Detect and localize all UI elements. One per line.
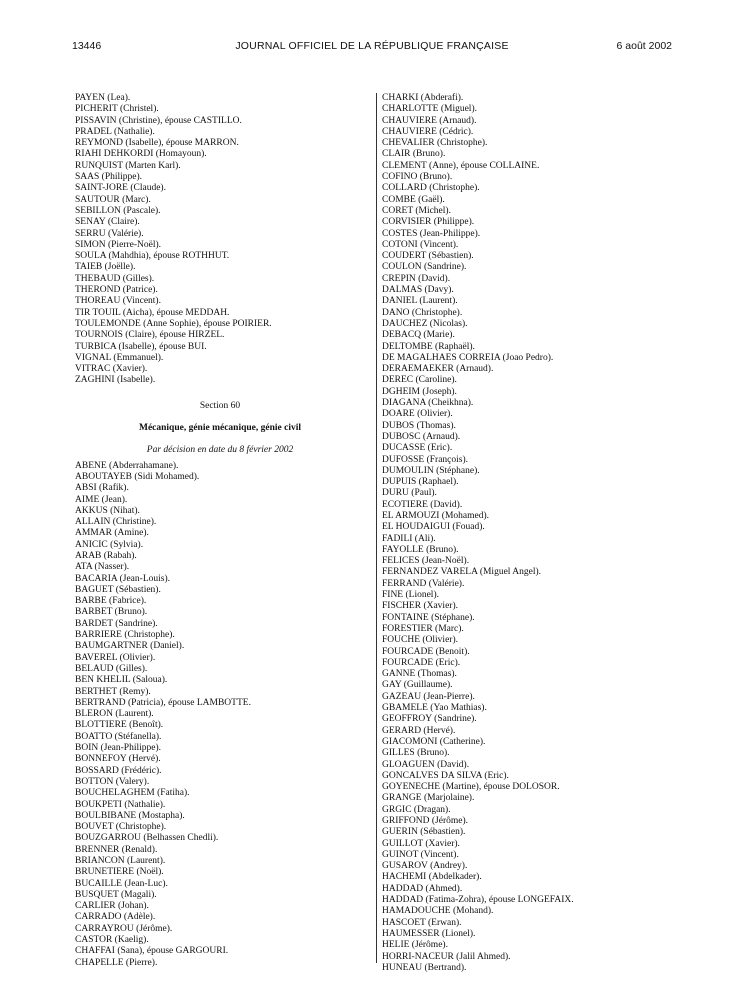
name-entry: THOREAU (Vincent). (75, 296, 161, 307)
name-entry: EL HOUDAIGUI (Fouad). (382, 522, 485, 533)
name-entry: SENAY (Claire). (75, 217, 140, 228)
name-entry: BOUVET (Christophe). (75, 822, 167, 833)
column-divider (376, 93, 377, 963)
name-entry: ARAB (Rabah). (75, 550, 137, 561)
name-entry: THEBAUD (Gilles). (75, 273, 155, 284)
name-entry: CHEVALIER (Christophe). (382, 138, 488, 149)
name-entry: BAVEREL (Olivier). (75, 652, 156, 663)
name-entry: BOIN (Jean-Philippe). (75, 743, 162, 754)
name-entry: HUNEAU (Bertrand). (382, 962, 467, 973)
name-entry: ATA (Nasser). (75, 562, 130, 573)
name-entry: GOYENECHE (Martine), épouse DOLOSOR. (382, 782, 560, 793)
name-entry: HAMADOUCHE (Mohand). (382, 906, 494, 917)
name-entry: DANIEL (Laurent). (382, 296, 458, 307)
name-entry: FERNANDEZ VARELA (Miguel Angel). (382, 567, 542, 578)
name-entry: GIACOMONI (Catherine). (382, 736, 486, 747)
name-entry: SAAS (Philippe). (75, 172, 143, 183)
name-entry: GANNE (Thomas). (382, 669, 457, 680)
name-entry: ANICIC (Sylvia). (75, 539, 144, 550)
name-entry: SERRU (Valérie). (75, 228, 144, 239)
name-entry: ZAGHINI (Isabelle). (75, 375, 156, 386)
name-entry: AKKUS (Nihat). (75, 505, 140, 516)
name-entry: BERTRAND (Patricia), épouse LAMBOTTE. (75, 697, 251, 708)
name-entry: DGHEIM (Joseph). (382, 386, 457, 397)
name-entry: GLOAGUEN (David). (382, 759, 470, 770)
name-entry: TIR TOUIL (Aicha), épouse MEDDAH. (75, 307, 230, 318)
name-entry: CLEMENT (Anne), épouse COLLAINE. (382, 160, 540, 171)
name-entry: BAGUET (Sébastien). (75, 584, 161, 595)
name-entry: TOURNOIS (Claire), épouse HIRZEL. (75, 330, 225, 341)
name-entry: FORESTIER (Marc). (382, 623, 464, 634)
name-entry: AMMAR (Amine). (75, 528, 149, 539)
name-entry: SIMON (Pierre-Noël). (75, 239, 162, 250)
name-entry: RUNQUIST (Marten Karl). (75, 160, 181, 171)
name-entry: SEBILLON (Pascale). (75, 205, 161, 216)
name-entry: GONCALVES DA SILVA (Eric). (382, 770, 509, 781)
section-name-list (75, 461, 365, 969)
name-entry: ECOTIERE (David). (382, 499, 463, 510)
name-entry: DUBOS (Thomas). (382, 420, 456, 431)
name-entry: FONTAINE (Stéphane). (382, 612, 475, 623)
name-entry: CHAUVIERE (Arnaud). (382, 115, 477, 126)
name-entry: FOURCADE (Benoit). (382, 646, 470, 657)
name-entry: TAIEB (Joëlle). (75, 262, 136, 273)
name-entry: HADDAD (Ahmed). (382, 883, 463, 894)
name-entry: DELTOMBE (Raphaël). (382, 341, 475, 352)
name-entry: TOULEMONDE (Anne Sophie), épouse POIRIER. (75, 318, 272, 329)
name-entry: CHAFFAI (Sana), épouse GARGOURI. (75, 946, 229, 957)
name-entry: GUERIN (Sébastien). (382, 827, 466, 838)
name-entry: BRENNER (Renald). (75, 844, 158, 855)
name-entry: DERAEMAEKER (Arnaud). (382, 364, 494, 375)
name-entry: CARRAYROU (Jérôme). (75, 923, 173, 934)
name-entry: COLLARD (Christophe). (382, 183, 480, 194)
name-entry: ALLAIN (Christine). (75, 517, 157, 528)
publication-date: 6 août 2002 (616, 40, 672, 52)
name-entry: BLOTTIERE (Benoît). (75, 720, 164, 731)
name-entry: DUPUIS (Raphael). (382, 477, 459, 488)
name-entry: FERRAND (Valérie). (382, 578, 465, 589)
name-entry: FELICES (Jean-Noël). (382, 556, 470, 567)
name-entry: CHARLOTTE (Miguel). (382, 104, 477, 115)
name-entry: TURBICA (Isabelle), épouse BUI. (75, 341, 207, 352)
name-entry: BUSQUET (Magali). (75, 889, 157, 900)
name-entry: DAUCHEZ (Nicolas). (382, 318, 468, 329)
name-entry: BOTTON (Valery). (75, 776, 150, 787)
name-entry: CARRADO (Adèle). (75, 912, 156, 923)
name-entry: HORRI-NACEUR (Jalil Ahmed). (382, 951, 511, 962)
name-entry: HASCOET (Erwan). (382, 917, 462, 928)
name-entry: BOUCHELAGHEM (Fatiha). (75, 788, 190, 799)
name-entry: HELIE (Jérôme). (382, 940, 448, 951)
name-entry: CORET (Michel). (382, 205, 451, 216)
name-entry: BAUMGARTNER (Daniel). (75, 641, 185, 652)
name-entry: PAYEN (Lea). (75, 93, 131, 103)
journal-title: JOURNAL OFFICIEL DE LA RÉPUBLIQUE FRANÇAISE (235, 40, 509, 52)
name-entry: DUCASSE (Eric). (382, 443, 453, 454)
name-entry: GILLES (Bruno). (382, 748, 450, 759)
page-number: 13446 (72, 40, 102, 52)
page-header (72, 40, 672, 56)
section-title: Section 60 (199, 400, 241, 411)
name-entry: BOUKPETI (Nathalie). (75, 799, 166, 810)
name-entry: SAINT-JORE (Claude). (75, 183, 166, 194)
name-entry: ABSI (Rafik). (75, 483, 129, 494)
name-entry: CHAPELLE (Pierre). (75, 957, 158, 968)
name-entry: BOATTO (Stéfanella). (75, 731, 162, 742)
name-entry: FOUCHE (Olivier). (382, 635, 458, 646)
name-entry: GUILLOT (Xavier). (382, 838, 460, 849)
name-entry: CASTOR (Kaelig). (75, 935, 149, 946)
name-entry: GERARD (Hervé). (382, 725, 456, 736)
right-column (382, 93, 682, 974)
name-entry: BOSSARD (Frédéric). (75, 765, 162, 776)
name-entry: BOULBIBANE (Mostapha). (75, 810, 185, 821)
name-entry: GAZEAU (Jean-Pierre). (382, 691, 475, 702)
name-entry: CHARKI (Abderafi). (382, 93, 464, 103)
name-entry: GRANGE (Marjolaine). (382, 793, 475, 804)
name-entry: BONNEFOY (Hervé). (75, 754, 161, 765)
name-entry: VITRAC (Xavier). (75, 364, 148, 375)
name-entry: BLERON (Laurent). (75, 709, 154, 720)
name-entry: PISSAVIN (Christine), épouse CASTILLO. (75, 115, 242, 126)
name-entry: BRIANCON (Laurent). (75, 856, 166, 866)
name-entry: BERTHET (Remy). (75, 686, 151, 697)
name-entry: BOUZGARROU (Belhassen Chedli). (75, 833, 219, 844)
name-entry: FINE (Lionel). (382, 590, 439, 601)
name-entry: COMBE (Gaël). (382, 194, 445, 205)
name-entry: HAUMESSER (Lionel). (382, 928, 476, 939)
name-entry: FAYOLLE (Bruno). (382, 544, 459, 555)
name-entry: GUINOT (Vincent). (382, 849, 459, 860)
name-entry: COFINO (Bruno). (382, 172, 453, 183)
name-entry: ABOUTAYEB (Sidi Mohamed). (75, 471, 200, 482)
name-entry: GAY (Guillaume). (382, 680, 453, 691)
name-entry: VIGNAL (Emmanuel). (75, 352, 164, 363)
name-entry: REYMOND (Isabelle), épouse MARRON. (75, 138, 239, 149)
section-decision: Par décision en date du 8 février 2002 (146, 445, 294, 456)
section-subtitle: Mécanique, génie mécanique, génie civil (138, 423, 301, 434)
name-entry: RIAHI DEHKORDI (Homayoun). (75, 149, 207, 160)
name-entry: CLAIR (Bruno). (382, 149, 446, 160)
name-entry: DURU (Paul). (382, 488, 437, 499)
name-entry: GRGIC (Dragan). (382, 804, 451, 815)
name-entry: SAUTOUR (Marc). (75, 194, 151, 205)
name-entry: DEREC (Caroline). (382, 375, 457, 386)
name-entry: HADDAD (Fatima-Zohra), épouse LONGEFAIX. (382, 895, 574, 906)
name-entry: DUBOSC (Arnaud). (382, 431, 461, 442)
name-entry: BUCAILLE (Jean-Luc). (75, 878, 168, 889)
name-entry: PICHERIT (Christel). (75, 104, 159, 115)
left-column (75, 93, 365, 969)
name-entry: BEN KHELIL (Saloua). (75, 675, 168, 686)
name-entry: CREPIN (David). (382, 273, 451, 284)
name-entry: EL ARMOUZI (Mohamed). (382, 510, 490, 521)
name-entry: BARRIERE (Christophe). (75, 630, 175, 641)
name-entry: CARLIER (Johan). (75, 901, 149, 912)
name-entry: DE MAGALHAES CORREIA (Joao Pedro). (382, 352, 554, 363)
name-entry: BRUNETIERE (Noël). (75, 867, 164, 878)
right-name-list (382, 93, 682, 974)
name-entry: FISCHER (Xavier). (382, 601, 458, 612)
name-entry: DUFOSSE (François). (382, 454, 469, 465)
name-entry: GRIFFOND (Jérôme). (382, 816, 469, 826)
name-entry: CORVISIER (Philippe). (382, 217, 475, 228)
name-entry: COUDERT (Sébastien). (382, 251, 474, 262)
name-entry: DOARE (Olivier). (382, 409, 453, 420)
name-entry: BARDET (Sandrine). (75, 618, 158, 629)
name-entry: DANO (Christophe). (382, 307, 463, 318)
name-entry: GUSAROV (Andrey). (382, 861, 468, 872)
name-entry: FOURCADE (Eric). (382, 657, 461, 668)
left-name-list (75, 93, 365, 387)
name-entry: THEROND (Patrice). (75, 285, 158, 296)
name-entry: COULON (Sandrine). (382, 262, 467, 273)
name-entry: DALMAS (Davy). (382, 285, 454, 296)
name-entry: PRADEL (Nathalie). (75, 126, 155, 137)
name-entry: ABENE (Abderrahamane). (75, 460, 179, 471)
name-entry: DEBACQ (Marie). (382, 330, 455, 341)
name-entry: SOULA (Mahdhia), épouse ROTHHUT. (75, 251, 230, 262)
name-entry: BACARIA (Jean-Louis). (75, 573, 170, 584)
name-entry: DUMOULIN (Stéphane). (382, 465, 480, 476)
name-entry: HACHEMI (Abdelkader). (382, 872, 482, 883)
name-entry: BARBET (Bruno). (75, 607, 148, 618)
name-entry: FADILI (Ali). (382, 533, 436, 544)
name-entry: GEOFFROY (Sandrine). (382, 714, 477, 725)
name-entry: AIME (Jean). (75, 494, 128, 505)
name-entry: GBAMELE (Yao Mathias). (382, 703, 487, 714)
name-entry: COTONI (Vincent). (382, 239, 459, 250)
name-entry: BELAUD (Gilles). (75, 663, 148, 674)
name-entry: CHAUVIERE (Cédric). (382, 126, 474, 137)
name-entry: COSTES (Jean-Philippe). (382, 228, 481, 239)
name-entry: BARBE (Fabrice). (75, 596, 147, 607)
name-entry: DIAGANA (Cheikhna). (382, 398, 474, 409)
